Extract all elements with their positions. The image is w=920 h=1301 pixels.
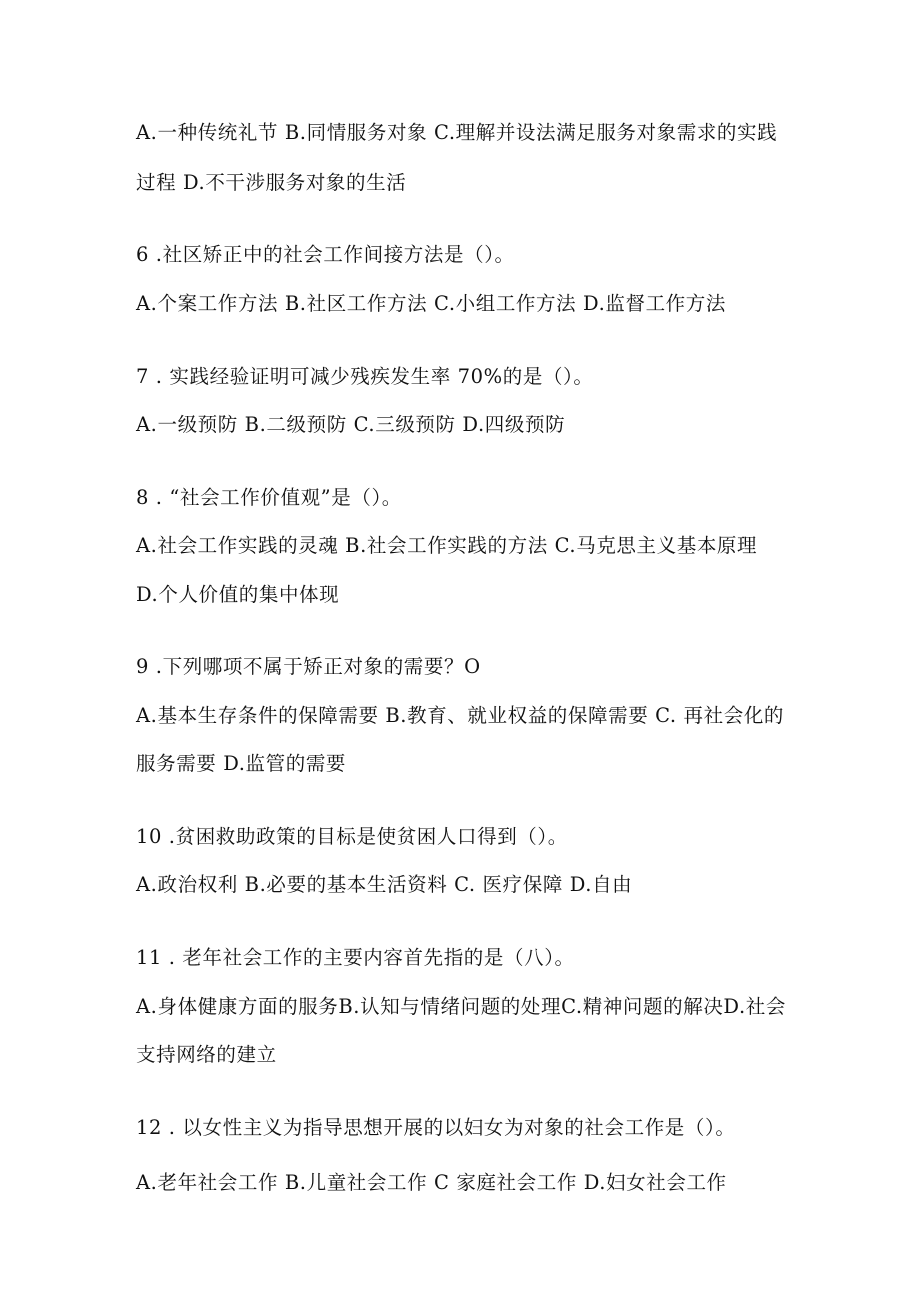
q9-question: 9 .下列哪项不属于矫正对象的需要？O xyxy=(136,655,481,678)
q9-options-line-2: 服务需要 D.监管的需要 xyxy=(136,752,347,775)
q6-question: 6 .社区矫正中的社会工作间接方法是（）。 xyxy=(136,243,515,266)
q8-options-line-1: A.社会工作实践的灵魂 B.社会工作实践的方法 C.马克思主义基本原理 xyxy=(136,534,758,557)
q10-question: 10 .贫困救助政策的目标是使贫困人口得到（）。 xyxy=(136,825,568,848)
q10-options: A.政治权利 B.必要的基本生活资料 C. 医疗保障 D.自由 xyxy=(136,873,633,896)
q11-options-line-2: 支持网络的建立 xyxy=(136,1043,277,1066)
q7-options: A.一级预防 B.二级预防 C.三级预防 D.四级预防 xyxy=(136,413,566,436)
q11-options-line-1: A.身体健康方面的服务B.认知与情绪问题的处理C.精神问题的解决D.社会 xyxy=(136,995,786,1018)
q8-options-line-2: D.个人价值的集中体现 xyxy=(136,583,340,606)
q11-question: 11 . 老年社会工作的主要内容首先指的是（八）。 xyxy=(136,946,575,969)
q5-options-line-2: 过程 D.不干涉服务对象的生活 xyxy=(136,171,407,194)
q12-question: 12 . 以女性主义为指导思想开展的以妇女为对象的社会工作是（）。 xyxy=(136,1116,736,1139)
q9-options-line-1: A.基本生存条件的保障需要 B.教育、就业权益的保障需要 C. 再社会化的 xyxy=(136,704,785,727)
q12-options: A.老年社会工作 B.儿童社会工作 C 家庭社会工作 D.妇女社会工作 xyxy=(136,1171,727,1194)
q6-options: A.个案工作方法 B.社区工作方法 C.小组工作方法 D.监督工作方法 xyxy=(136,292,726,315)
q7-question: 7 . 实践经验证明可减少残疾发生率 70%的是（）。 xyxy=(136,365,594,388)
q8-question: 8 . “社会工作价值观”是（）。 xyxy=(136,486,402,509)
q5-options-line-1: A.一种传统礼节 B.同情服务对象 C.理解并设法满足服务对象需求的实践 xyxy=(136,121,778,144)
